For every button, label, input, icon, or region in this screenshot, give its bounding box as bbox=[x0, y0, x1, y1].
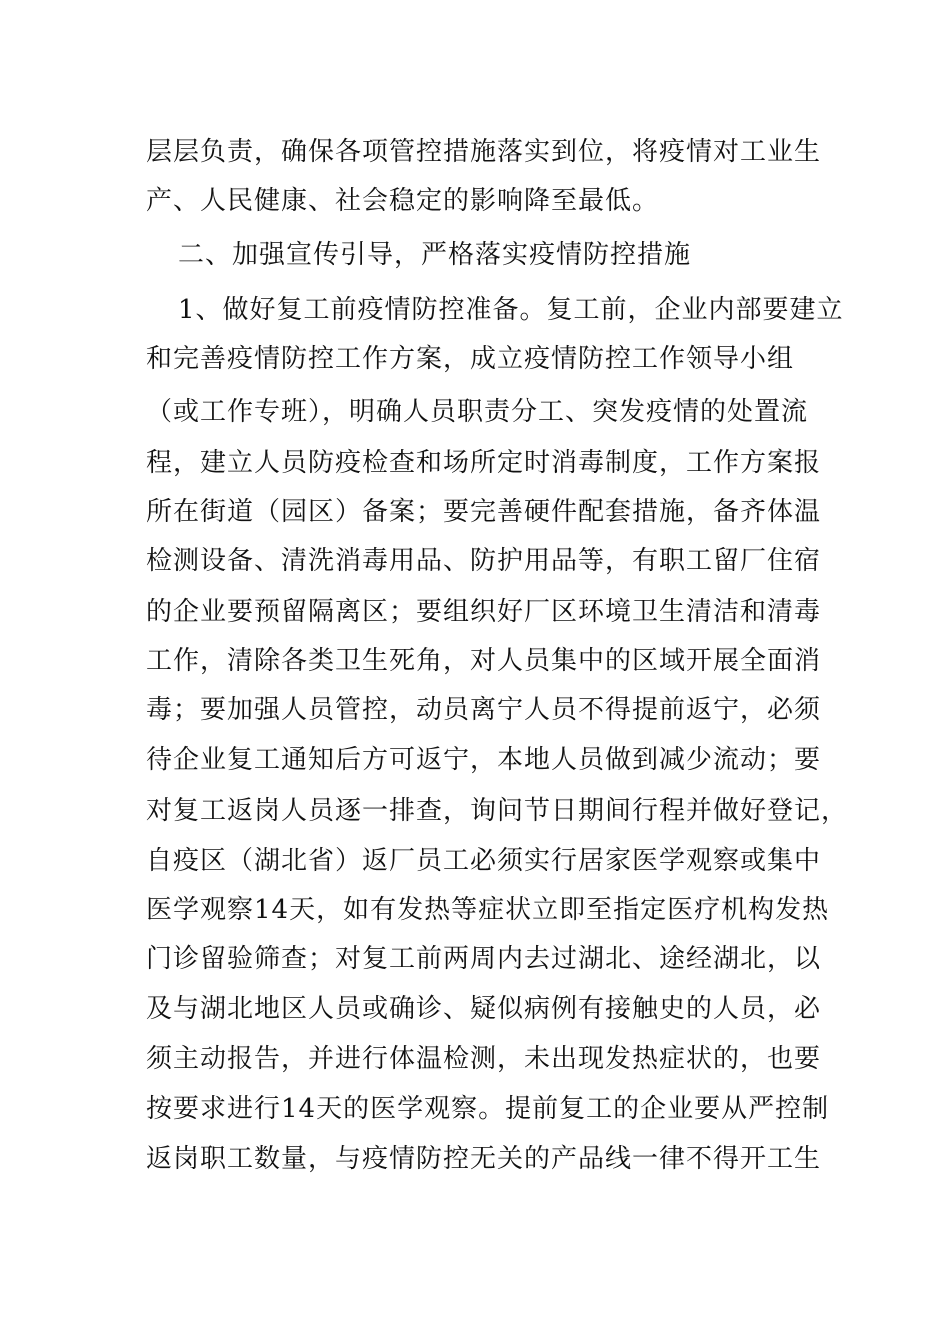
text-line: 医学观察14天，如有发热等症状立即至指定医疗机构发热 bbox=[146, 895, 830, 925]
text-line: 对复工返岗人员逐一排查，询问节日期间行程并做好登记， bbox=[146, 796, 849, 826]
text-line: 层层负责，确保各项管控措施落实到位，将疫情对工业生 bbox=[146, 137, 822, 167]
text-line: 产、人民健康、社会稳定的影响降至最低。 bbox=[146, 186, 660, 216]
text-line: 待企业复工通知后方可返宁，本地人员做到减少流动；要 bbox=[146, 745, 822, 775]
text-line: 及与湖北地区人员或确诊、疑似病例有接触史的人员，必 bbox=[146, 994, 822, 1024]
paragraph-first-line: 1、做好复工前疫情防控准备。复工前，企业内部要建立 bbox=[178, 295, 844, 325]
text-line: （或工作专班），明确人员职责分工、突发疫情的处置流 bbox=[146, 397, 809, 427]
text-line: 自疫区（湖北省）返厂员工必须实行居家医学观察或集中 bbox=[146, 846, 822, 876]
text-line: 按要求进行14天的医学观察。提前复工的企业要从严控制 bbox=[146, 1094, 830, 1124]
text-line: 门诊留验筛查；对复工前两周内去过湖北、途经湖北，以 bbox=[146, 944, 822, 974]
text-line: 程，建立人员防疫检查和场所定时消毒制度，工作方案报 bbox=[146, 448, 822, 478]
section-heading: 二、加强宣传引导，严格落实疫情防控措施 bbox=[178, 240, 692, 270]
text-line: 返岗职工数量，与疫情防控无关的产品线一律不得开工生 bbox=[146, 1144, 822, 1174]
text-line: 须主动报告，并进行体温检测，未出现发热症状的，也要 bbox=[146, 1044, 822, 1074]
text-line: 毒；要加强人员管控，动员离宁人员不得提前返宁，必须 bbox=[146, 695, 822, 725]
text-line: 的企业要预留隔离区；要组织好厂区环境卫生清洁和清毒 bbox=[146, 597, 822, 627]
text-line: 检测设备、清洗消毒用品、防护用品等，有职工留厂住宿 bbox=[146, 546, 822, 576]
text-line: 工作，清除各类卫生死角，对人员集中的区域开展全面消 bbox=[146, 646, 822, 676]
text-line: 和完善疫情防控工作方案，成立疫情防控工作领导小组 bbox=[146, 344, 795, 374]
text-line: 所在街道（园区）备案；要完善硬件配套措施，备齐体温 bbox=[146, 497, 822, 527]
